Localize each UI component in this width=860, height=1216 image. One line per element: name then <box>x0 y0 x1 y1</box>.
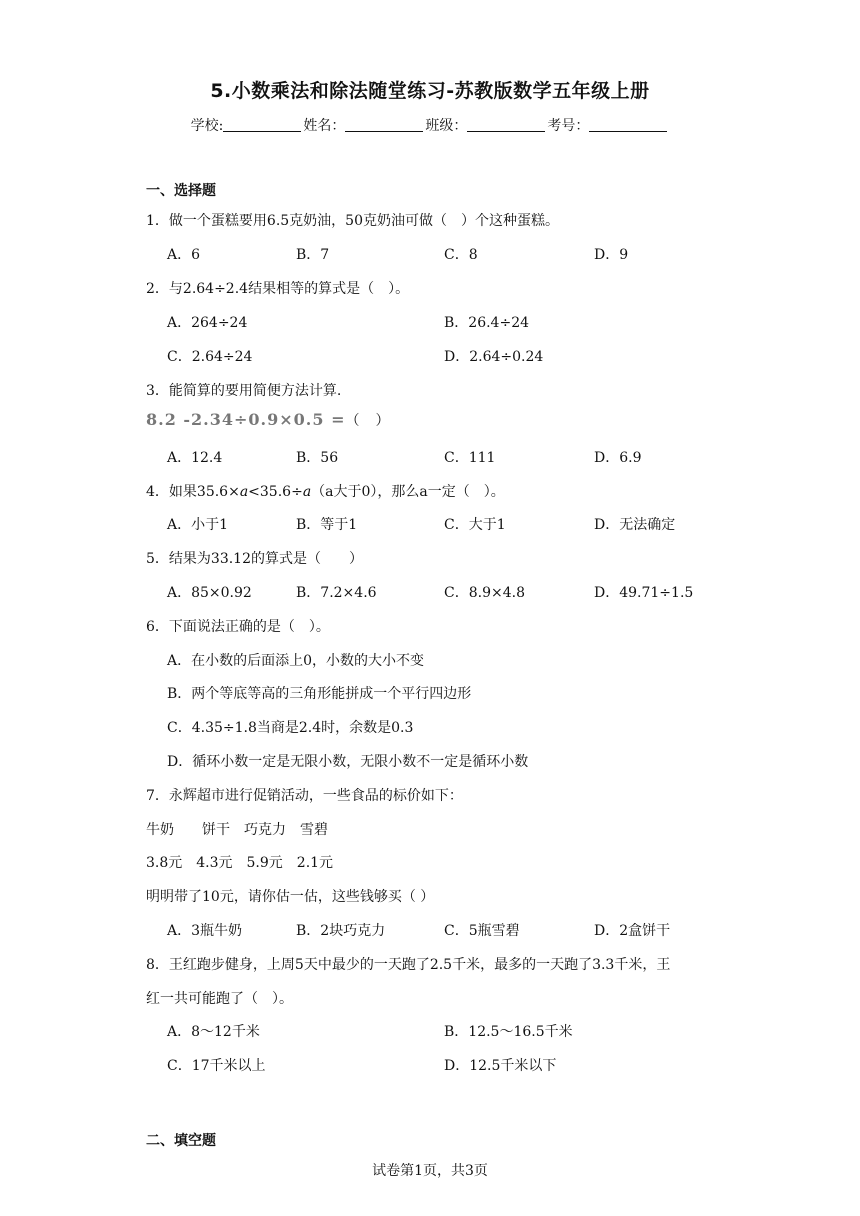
q4-var-a1: a <box>239 484 249 500</box>
q3-answer-paren: （ ） <box>345 413 391 429</box>
q7-item-names: 牛奶 饼干 巧克力 雪碧 <box>146 822 328 838</box>
q4-mid: <35.6÷ <box>248 484 303 500</box>
question-8-line-1: 8．王红跑步健身，上周5天中最少的一天跑了2.5千米，最多的一天跑了3.3千米，王 <box>146 957 671 973</box>
question-2: 2．与2.64÷2.4结果相等的算式是（ ）。 <box>146 281 410 297</box>
q1-option-c[interactable]: C．8 <box>444 247 478 263</box>
q5-option-c[interactable]: C．8.9×4.8 <box>444 585 525 601</box>
class-blank[interactable] <box>467 117 545 132</box>
q3-option-d[interactable]: D．6.9 <box>594 450 642 466</box>
question-1: 1．做一个蛋糕要用6.5克奶油，50克奶油可做（ ）个这种蛋糕。 <box>146 213 559 229</box>
question-3: 3．能简算的要用简便方法计算. <box>146 383 342 399</box>
class-label: 班级： <box>425 118 468 134</box>
q7-item-prices: 3.8元 4.3元 5.9元 2.1元 <box>146 855 334 871</box>
section-heading-choice: 一、选择题 <box>146 183 216 199</box>
q2-option-d[interactable]: D．2.64÷0.24 <box>444 349 544 365</box>
q7-option-c[interactable]: C．5瓶雪碧 <box>444 923 520 939</box>
q2-option-a[interactable]: A．264÷24 <box>167 315 248 331</box>
q6-option-a[interactable]: A．在小数的后面添上0，小数的大小不变 <box>167 653 425 669</box>
q8-option-d[interactable]: D．12.5千米以下 <box>444 1058 557 1074</box>
q5-option-b[interactable]: B．7.2×4.6 <box>296 585 377 601</box>
school-label: 学校: <box>190 118 224 134</box>
exam-no-label: 考号： <box>547 118 590 134</box>
page-footer: 试卷第1页，共3页 <box>372 1163 488 1179</box>
q3-expression-text: 8.2 -2.34÷0.9×0.5 = <box>146 410 346 429</box>
q8-option-a[interactable]: A．8～12千米 <box>167 1024 260 1040</box>
question-4 <box>146 481 505 501</box>
q2-option-c[interactable]: C．2.64÷24 <box>167 349 253 365</box>
q1-option-d[interactable]: D．9 <box>594 247 629 263</box>
q8-option-b[interactable]: B．12.5～16.5千米 <box>444 1024 573 1040</box>
q4-option-d[interactable]: D．无法确定 <box>594 517 676 533</box>
q4-var-a2: a <box>302 484 312 500</box>
q2-option-b[interactable]: B．26.4÷24 <box>444 315 530 331</box>
school-blank[interactable] <box>223 117 301 132</box>
q8-option-c[interactable]: C．17千米以上 <box>167 1058 266 1074</box>
q4-option-c[interactable]: C．大于1 <box>444 517 506 533</box>
exam-no-blank[interactable] <box>589 117 667 132</box>
q7-option-d[interactable]: D．2盒饼干 <box>594 923 671 939</box>
question-6: 6．下面说法正确的是（ ）。 <box>146 619 330 635</box>
q1-option-b[interactable]: B．7 <box>296 247 330 263</box>
q4-prefix: 4．如果35.6× <box>146 484 240 500</box>
name-blank[interactable] <box>345 117 423 132</box>
q4-option-a[interactable]: A．小于1 <box>167 517 229 533</box>
question-8-line-2: 红一共可能跑了（ ）。 <box>146 991 293 1007</box>
q3-expression <box>146 410 390 430</box>
q6-option-b[interactable]: B．两个等底等高的三角形能拼成一个平行四边形 <box>167 686 472 702</box>
q1-option-a[interactable]: A．6 <box>167 247 201 263</box>
q3-option-a[interactable]: A．12.4 <box>167 450 223 466</box>
q4-option-b[interactable]: B．等于1 <box>296 517 358 533</box>
name-label: 姓名： <box>303 118 346 134</box>
q7-option-b[interactable]: B．2块巧克力 <box>296 923 386 939</box>
q4-suffix: （a大于0），那么a一定（ ）。 <box>311 484 505 500</box>
section-heading-fill: 二、填空题 <box>146 1133 216 1149</box>
q5-option-a[interactable]: A．85×0.92 <box>167 585 252 601</box>
question-7: 7．永辉超市进行促销活动，一些食品的标价如下： <box>146 788 463 804</box>
q7-question: 明明带了10元，请你估一估，这些钱够买（ ） <box>146 889 435 905</box>
q3-option-c[interactable]: C．111 <box>444 450 496 466</box>
q6-option-d[interactable]: D．循环小数一定是无限小数，无限小数不一定是循环小数 <box>167 754 529 770</box>
q5-option-d[interactable]: D．49.71÷1.5 <box>594 585 694 601</box>
page-title: 5.小数乘法和除法随堂练习-苏教版数学五年级上册 <box>210 80 650 102</box>
q7-option-a[interactable]: A．3瓶牛奶 <box>167 923 243 939</box>
q3-option-b[interactable]: B．56 <box>296 450 339 466</box>
question-5: 5．结果为33.12的算式是（ ） <box>146 551 363 567</box>
q6-option-c[interactable]: C．4.35÷1.8当商是2.4时，余数是0.3 <box>167 720 414 736</box>
student-info-line <box>0 115 860 135</box>
